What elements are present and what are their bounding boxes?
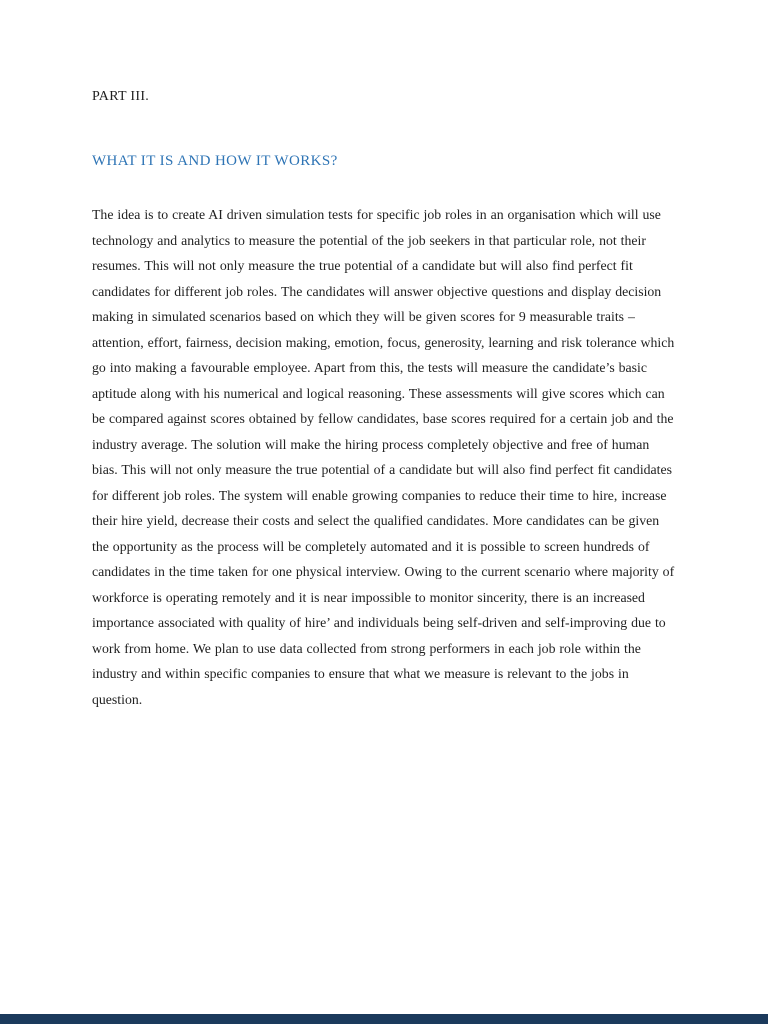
body-paragraph: The idea is to create AI driven simulation tests for specific job roles in an organisation which will use technology and analytics to measure the potential of the job seekers in that particular role, not their resumes. This will not only measure the true potential of a candidate but will also find perfect fit candidates for different job roles. The candidates will answer objective questions and display decision making in simulated scenarios based on which they will be given scores for 9 measurable traits – attention, effort, fairness, decision making, emotion, focus, generosity, learning and risk tolerance which go into making a favourable employee. Apart from this, the tests will measure the candidate’s basic aptitude along with his numerical and logical reasoning. These assessments will give scores which can be compared against scores obtained by fellow candidates, base scores required for a certain job and the industry average. The solution will make the hiring process completely objective and free of human bias. This will not only measure the true potential of a candidate but will also find perfect fit candidates for different job roles. The system will enable growing companies to reduce their time to hire, increase their hire yield, decrease their costs and select the qualified candidates. More candidates can be given the opportunity as the process will be completely automated and it is possible to screen hundreds of candidates in the time taken for one physical interview. Owing to the current scenario where majority of workforce is operating remotely and it is near impossible to monitor sincerity, there is an increased importance associated with quality of hire’ and individuals being self-driven and self-improving due to work from home. We plan to use data collected from strong performers in each job role within the industry and within specific companies to ensure that what we measure is relevant to the jobs in question.: [92, 207, 675, 707]
section-heading: WHAT IT IS AND HOW IT WORKS?: [92, 153, 338, 169]
part-label: PART III.: [92, 89, 150, 104]
footer-bar: [0, 1014, 768, 1024]
page-content: [92, 88, 676, 712]
